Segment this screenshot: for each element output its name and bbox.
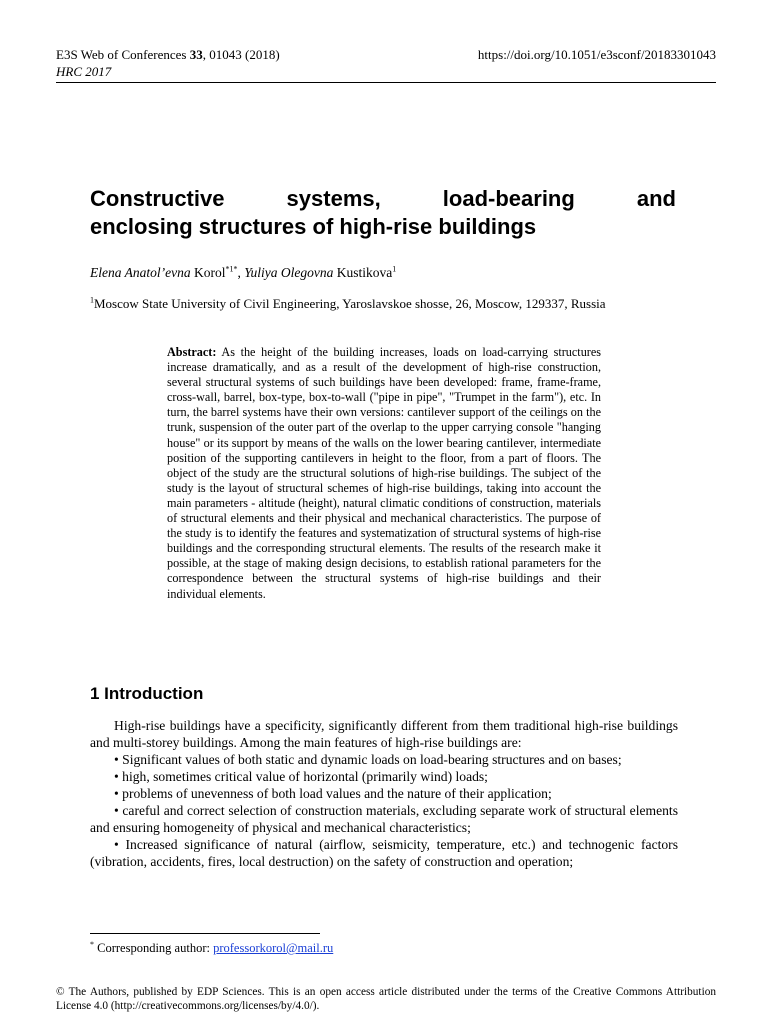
- footnote-marker: *: [90, 939, 94, 949]
- author-2-given-name: Yuliya Olegovna: [244, 265, 334, 280]
- conference-name: HRC 2017: [56, 64, 112, 79]
- body-paragraph: High-rise buildings have a specificity, significantly different from them traditional high-rise buildings and multi-storey buildings. Among the main features of high-rise buildings are:: [90, 718, 678, 750]
- footnote-label: Corresponding author:: [94, 941, 214, 955]
- license-notice: © The Authors, published by EDP Sciences. This is an open access article distributed under the terms of the Creative Commons Attribution License 4.0 (http://creativecommons.org/licenses/by/4.0/).: [56, 986, 716, 1012]
- author-list: [90, 265, 396, 281]
- journal-citation: [56, 46, 280, 80]
- corresponding-author-email-link[interactable]: professorkorol@mail.ru: [213, 941, 334, 955]
- paper-title: [90, 185, 676, 241]
- title-line-1: Constructive systems, load-bearing and: [90, 186, 676, 211]
- footnote: [90, 941, 333, 956]
- body-bullet: • Increased significance of natural (airflow, seismicity, temperature, etc.) and technogenic factors (vibration, accidents, fires, local destruction) on the safety of construction and operation;: [90, 837, 678, 869]
- author-1-given-name: Elena Anatol’evna: [90, 265, 191, 280]
- body-bullet: • careful and correct selection of construction materials, excluding separate work of structural elements and ensuring homogeneity of physical and mechanical characteristics;: [90, 803, 678, 835]
- section-heading: 1 Introduction: [90, 684, 204, 703]
- title-line-2: enclosing structures of high-rise buildings: [90, 214, 537, 239]
- journal-volume: 33: [189, 47, 203, 62]
- affiliation: [90, 296, 606, 312]
- footnote-divider: [90, 933, 320, 934]
- header-divider: [56, 82, 716, 83]
- body-bullet: • problems of unevenness of both load values and the nature of their application;: [114, 786, 552, 801]
- journal-article-suffix: , 01043 (2018): [202, 47, 280, 62]
- affiliation-mark: 1: [90, 295, 94, 305]
- author-1-affiliation-mark: *1*: [225, 264, 238, 274]
- body-bullet: • Significant values of both static and dynamic loads on load-bearing structures and on bases;: [114, 752, 622, 767]
- section-body: [90, 717, 678, 870]
- author-1-family-name: Korol: [193, 265, 226, 280]
- author-2-family-name: Kustikova: [336, 265, 393, 280]
- abstract-text: As the height of the building increases, loads on load-carrying structures increase dramatically, and as a result of the development of high-rise construction, several structural systems of such buildings have been developed: frame, frame-frame, cross-wall, barrel, box-type, box-to-wall ("pipe in pipe", "Trumpet in the farm"), etc. In turn, the barrel systems have their own versions: cantilever support of the ceilings on the trunk, suspension of the outer part of the overlap to the upper carrying console "hanging house" or its support by means of the walls on the lower bearing cantilever, intermediate position of the supporting cantilevers in height to the floor, from a part of floors. The object of the study are the structural solutions of high-rise buildings. The subject of the study is the layout of structural schemes of high-rise buildings, taking into account the main parameters - altitude (height), natural climatic conditions of construction, materials of structural elements and their physical and mechanical characteristics. The purpose of the study is to identify the features and systematization of structural systems of high-rise buildings and the corresponding structural elements. The results of the research make it possible, at the stage of making design decisions, to establish rational parameters for the correspondence between the structural systems of high-rise buildings and their individual elements.: [167, 345, 601, 601]
- affiliation-text: Moscow State University of Civil Engineering, Yaroslavskoe shosse, 26, Moscow, 129337, Russia: [94, 296, 606, 311]
- author-separator: ,: [237, 265, 245, 280]
- journal-prefix: E3S Web of Conferences: [56, 47, 190, 62]
- abstract: [167, 345, 601, 602]
- doi-link[interactable]: https://doi.org/10.1051/e3sconf/20183301043: [477, 47, 716, 62]
- body-bullet: • high, sometimes critical value of horizontal (primarily wind) loads;: [114, 769, 488, 784]
- author-2-affiliation-mark: 1: [392, 264, 397, 274]
- abstract-label: Abstract:: [167, 345, 217, 359]
